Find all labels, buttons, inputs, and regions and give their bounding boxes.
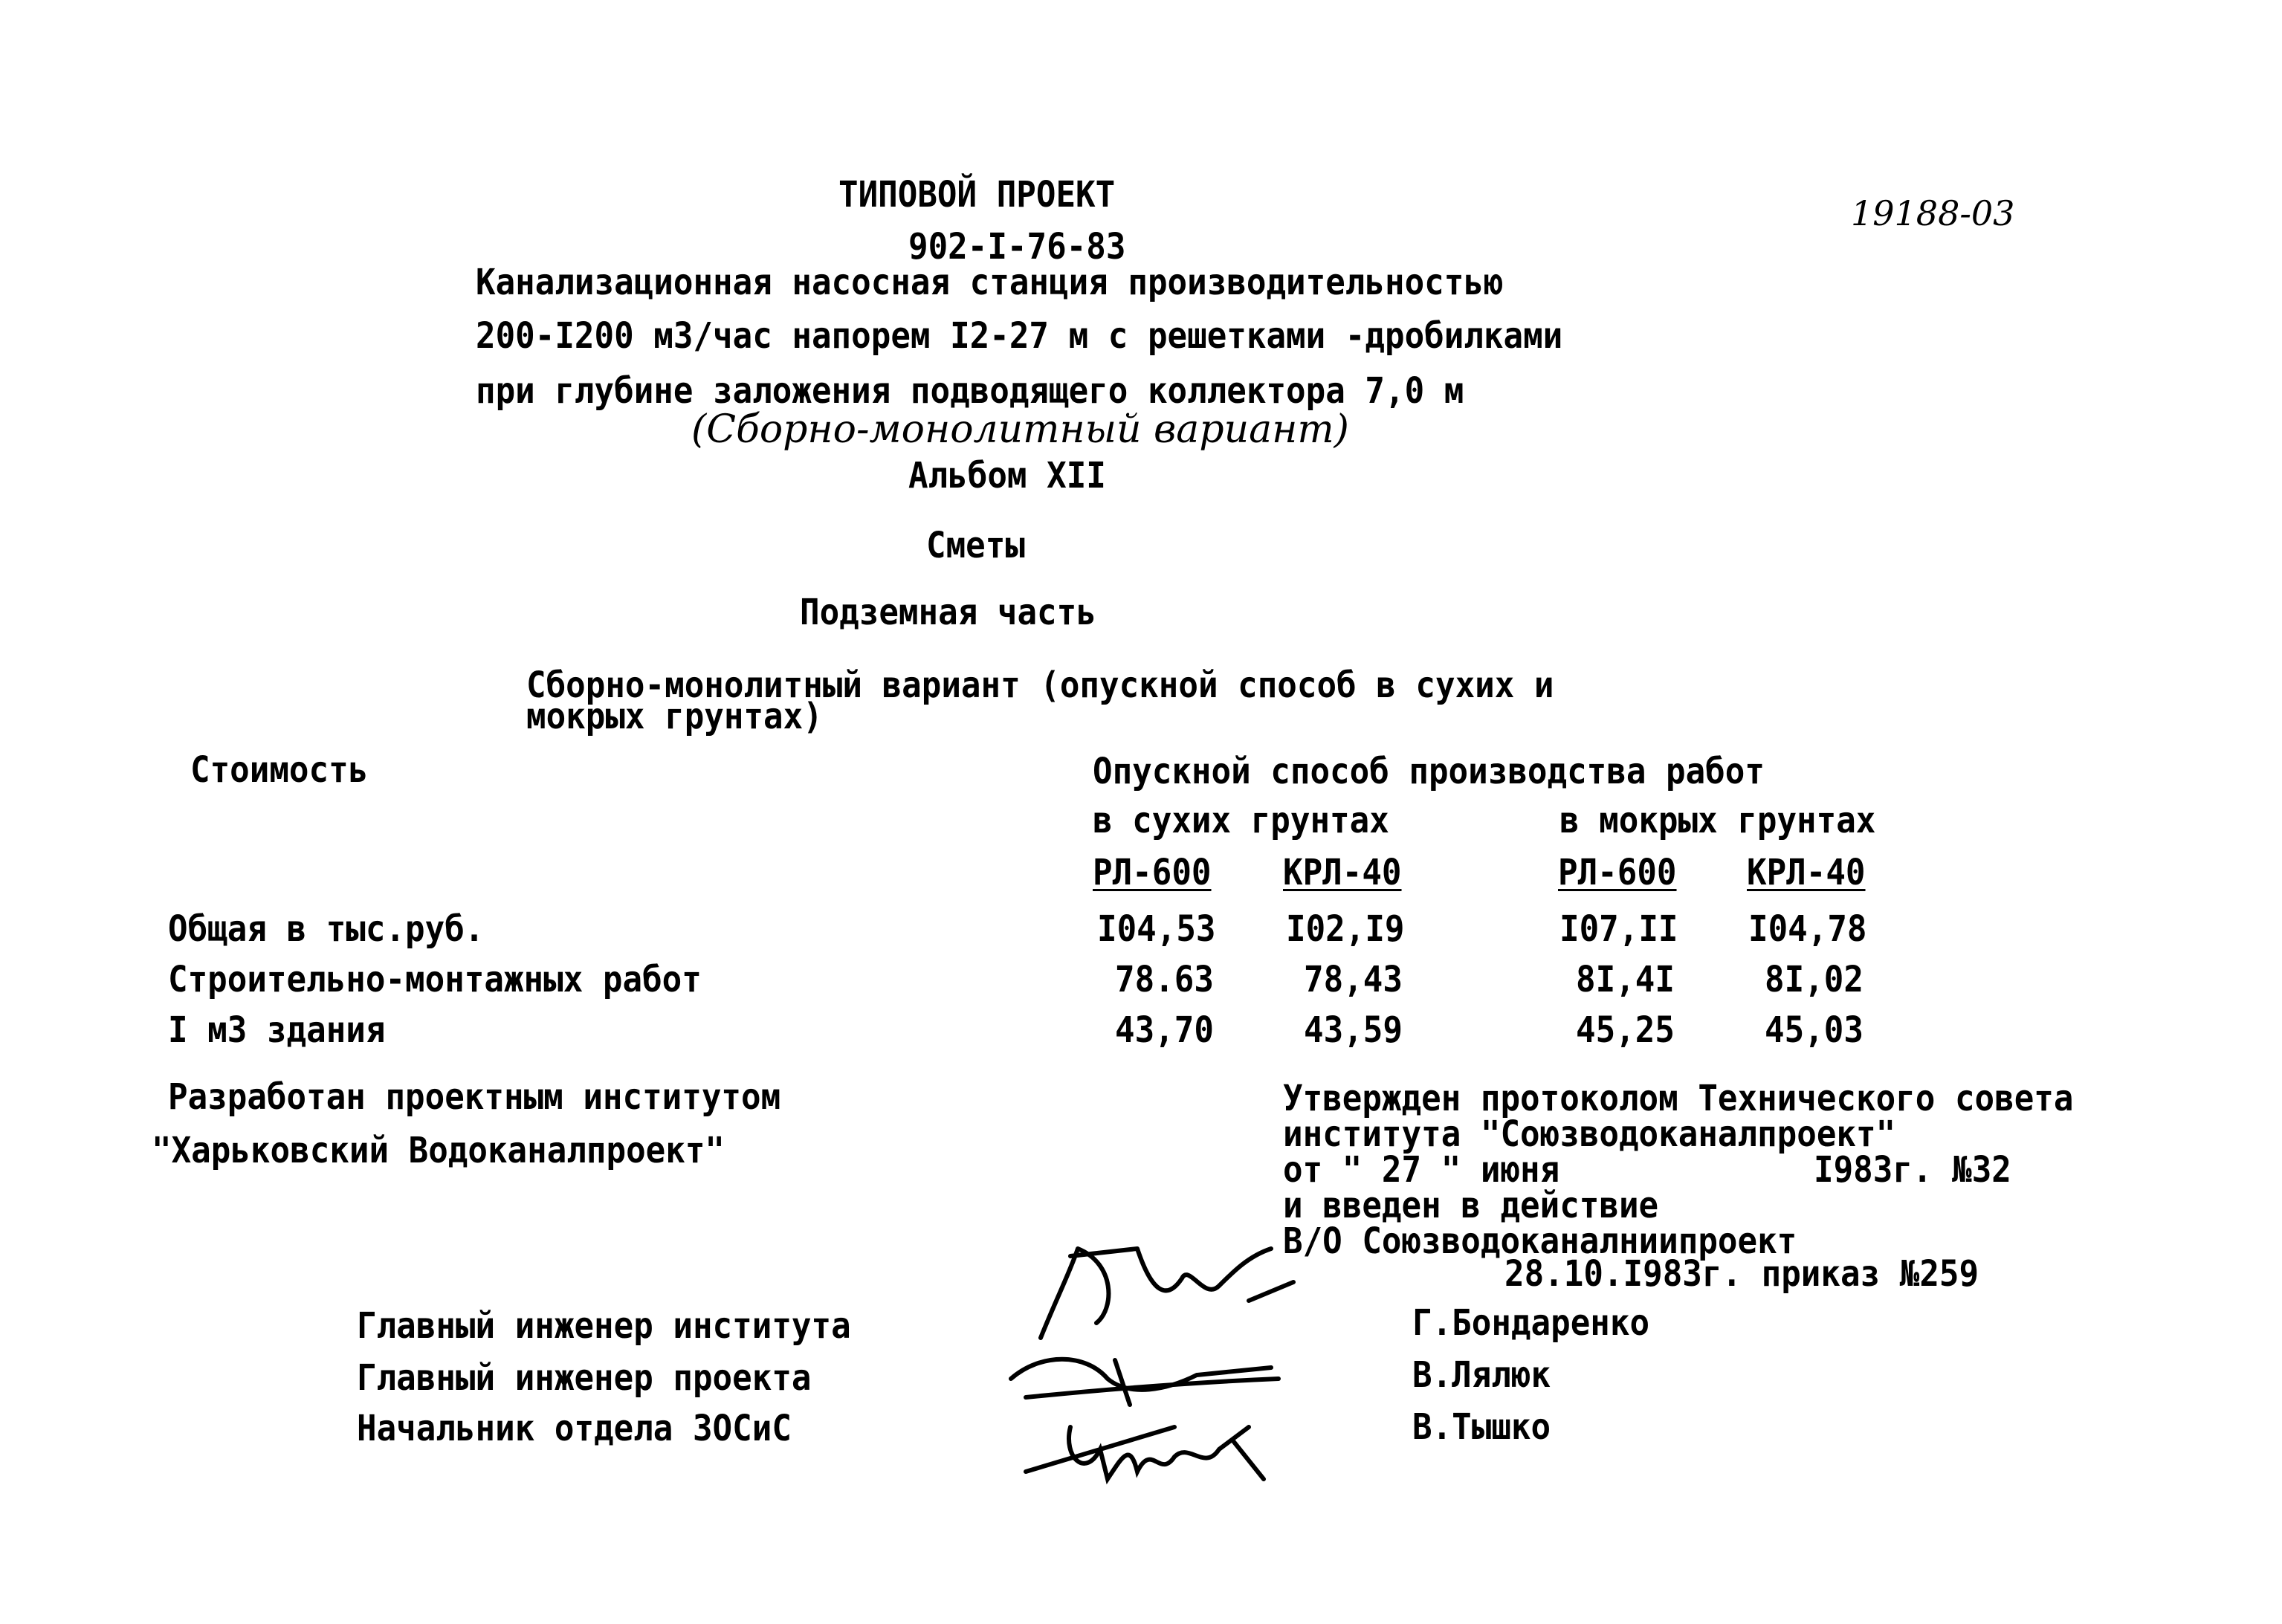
approval-line-1: Утвержден протоколом Технического совета bbox=[1283, 1078, 2074, 1119]
row-label: I м3 здания bbox=[168, 1009, 386, 1051]
group-header: Опускной способ производства работ bbox=[1093, 751, 1765, 792]
table-cell: 43,70 bbox=[1115, 1009, 1214, 1051]
signatory-role: Главный инженер проекта bbox=[357, 1357, 812, 1399]
table-cell: 8I,02 bbox=[1765, 959, 1864, 1000]
signatory-name: В.Лялюк bbox=[1412, 1354, 1551, 1396]
signature-department-head bbox=[1011, 1397, 1293, 1494]
column-header: РЛ-600 bbox=[1558, 852, 1677, 893]
table-cell: 78,43 bbox=[1304, 959, 1403, 1000]
signatory-role: Начальник отдела ЗОСиС bbox=[357, 1408, 792, 1449]
signatory-name: В.Тышко bbox=[1412, 1406, 1551, 1448]
table-cell: I07,II bbox=[1559, 908, 1678, 950]
row-label: Строительно-монтажных работ bbox=[168, 959, 702, 1000]
subgroup-wet: в мокрых грунтах bbox=[1559, 800, 1876, 841]
table-cell: 8I,4I bbox=[1576, 959, 1675, 1000]
signatory-name: Г.Бондаренко bbox=[1412, 1302, 1650, 1344]
column-header: КРЛ-40 bbox=[1283, 852, 1402, 893]
column-header: РЛ-600 bbox=[1093, 852, 1212, 893]
approval-line-4: и введен в действие bbox=[1283, 1185, 1659, 1226]
approval-line-3-left: от " 27 " июня bbox=[1283, 1149, 1560, 1191]
description-line-1: Канализационная насосная станция производительностью bbox=[476, 262, 1504, 303]
description-line-3: при глубине заложения подводящего коллектора 7,0 м bbox=[476, 370, 1464, 412]
table-cell: 43,59 bbox=[1304, 1009, 1403, 1051]
variant-note: (Сборно-монолитный вариант) bbox=[691, 407, 1349, 452]
signature-chief-engineer-institute bbox=[1026, 1204, 1338, 1353]
subgroup-dry: в сухих грунтах bbox=[1093, 800, 1389, 841]
signatory-role: Главный инженер института bbox=[357, 1305, 851, 1347]
approval-line-3-right: I983г. №32 bbox=[1814, 1149, 2011, 1191]
description-line-2: 200-I200 м3/час напорем I2-27 м с решетками -дробилками bbox=[476, 315, 1563, 357]
table-cell: I02,I9 bbox=[1286, 908, 1405, 950]
table-cell: I04,78 bbox=[1748, 908, 1867, 950]
developer-line-1: Разработан проектным институтом bbox=[168, 1076, 781, 1118]
inventory-number: 19188-03 bbox=[1851, 193, 2015, 233]
row-label: Общая в тыс.руб. bbox=[168, 908, 485, 950]
table-cell: 78.63 bbox=[1115, 959, 1214, 1000]
album-label: Альбом XII bbox=[908, 455, 1106, 496]
document-title: ТИПОВОЙ ПРОЕКТ bbox=[838, 174, 1116, 216]
project-number: 902-I-76-83 bbox=[908, 226, 1126, 268]
developer-line-2: "Харьковский Водоканалпроект" bbox=[152, 1130, 725, 1171]
section-title: Сметы bbox=[926, 525, 1025, 566]
row-header-label: Стоимость bbox=[190, 749, 369, 791]
subsection-title: Подземная часть bbox=[800, 592, 1096, 633]
table-cell: 45,25 bbox=[1576, 1009, 1675, 1051]
variant-description-line-2: мокрых грунтах) bbox=[526, 696, 823, 737]
table-cell: 45,03 bbox=[1765, 1009, 1864, 1051]
variant-description-line-1: Сборно-монолитный вариант (опускной способ в сухих и bbox=[526, 664, 1554, 706]
table-cell: I04,53 bbox=[1097, 908, 1216, 950]
approval-line-5: В/О Союзводоканалниипроект bbox=[1283, 1220, 1797, 1262]
approval-line-2: института "Союзводоканалпроект" bbox=[1283, 1113, 1896, 1155]
column-header: КРЛ-40 bbox=[1747, 852, 1866, 893]
approval-line-6: 28.10.I983г. приказ №259 bbox=[1504, 1253, 1979, 1295]
